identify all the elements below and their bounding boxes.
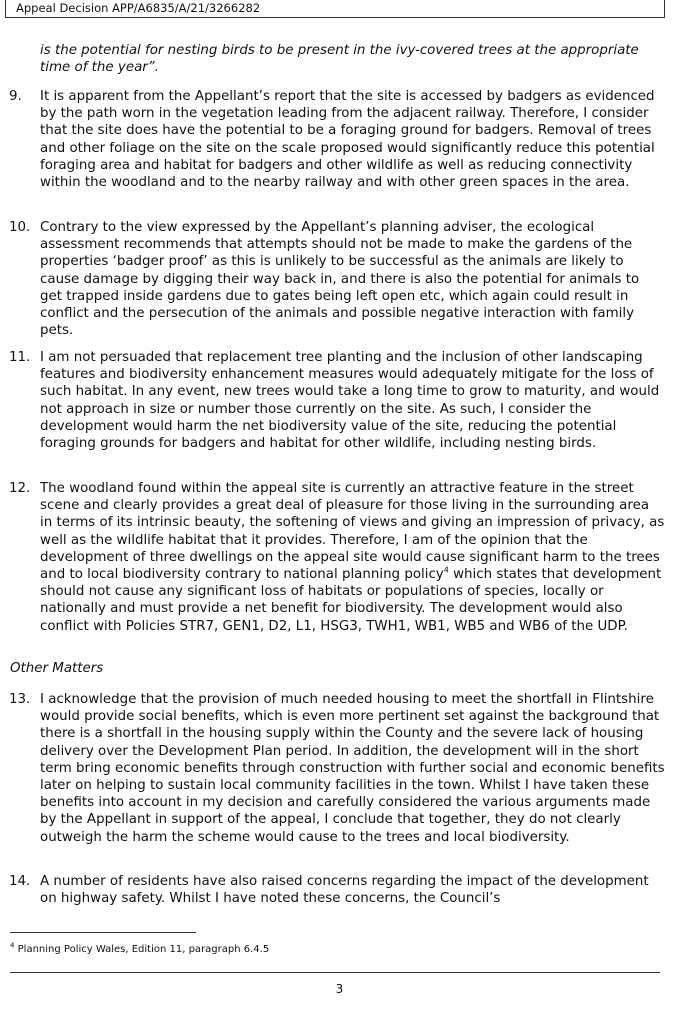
paragraph-11: I am not persuaded that replacement tree planting and the inclusion of other landscaping features and biodiversity enhancement measures would adequately mitigate for the loss of such habitat. In any event, new trees would take a long time to grow to maturity, and would not approach in size or number those currently on the site. As such, I consider the development would harm the net biodiversity value of the site, reducing the potential foraging grounds for badgers and habitat for other wildlife, including nesting birds. (40, 350, 660, 452)
document-header (5, 0, 665, 18)
footnote-text: Planning Policy Wales, Edition 11, paragraph 6.4.5 (17, 944, 270, 955)
paragraph-12 (40, 480, 665, 635)
page-number: 3 (335, 982, 344, 996)
paragraph-12-text-b: which states that development should not cause any significant loss of habitats or populations of species, locally or nationally and must provide a net benefit for biodiversity. The development would also conflict with Policies STR7, GEN1, D2, L1, HSG3, TWH1, WB1, WB5 and WB6 of the UDP. (40, 567, 662, 634)
footer-divider (10, 972, 660, 973)
footnote-divider (10, 932, 196, 933)
paragraph-10: Contrary to the view expressed by the Appellant’s planning adviser, the ecological assessment recommends that attempts should not be made to make the gardens of the properties ‘badger proof’ as this is unlikely to be successful as the animals are likely to cause damage by digging their way back in, and there is also the potential for animals to get trapped inside gardens due to gates being left open etc, which again could result in conflict and the persecution of the animals and possible negative interaction with family pets. (40, 220, 640, 339)
paragraph-number: 13. (9, 692, 31, 707)
section-heading: Other Matters (10, 661, 104, 676)
paragraph-12-text-a: The woodland found within the appeal site is currently an attractive feature in the street scene and clearly provides a great deal of pleasure for those living in the surrounding area in terms of its intrinsic beauty, the softening of views and giving an impression of privacy, as well as the wildlife habitat that it provides. Therefore, I am of the opinion that the development of three dwellings on the appeal site would cause significant harm to the trees and to local biodiversity contrary to national planning policy (40, 481, 665, 583)
paragraph-14: A number of residents have also raised concerns regarding the impact of the development on highway safety. Whilst I have noted these concerns, the Council’s (40, 874, 649, 907)
intro-quote: is the potential for nesting birds to be present in the ivy-covered trees at the appropriate time of the year”. (40, 43, 639, 76)
footnote-marker: 4 (10, 941, 15, 950)
footnote (10, 943, 269, 956)
paragraph-9: It is apparent from the Appellant’s report that the site is accessed by badgers as evidenced by the path worn in the vegetation leading from the adjacent railway. Therefore, I consider that the site does have the potential to be a foraging ground for badgers. Removal of trees and other foliage on the site on the scale proposed would significantly reduce this potential foraging area and habitat for badgers and other wildlife as well as reducing connectivity within the woodland and to the nearby railway and with other green spaces in the area. (40, 89, 655, 191)
paragraph-number: 14. (9, 874, 31, 889)
paragraph-13: I acknowledge that the provision of much needed housing to meet the shortfall in Flintshire would provide social benefits, which is even more pertinent set against the background that there is a shortfall in the housing supply within the County and the severe lack of housing delivery over the Development Plan period. In addition, the development will in the short term bring economic benefits through construction with further social and economic benefits later on helping to sustain local community facilities in the town. Whilst I have taken these benefits into account in my decision and carefully considered the various arguments made by the Appellant in support of the appeal, I conclude that together, they do not clearly outweigh the harm the scheme would cause to the trees and local biodiversity. (40, 692, 665, 845)
paragraph-number: 12. (9, 481, 31, 496)
paragraph-number: 9. (9, 89, 22, 104)
paragraph-number: 11. (9, 350, 31, 365)
footnote-reference: 4 (443, 565, 449, 575)
paragraph-number: 10. (9, 220, 31, 235)
header-title: Appeal Decision APP/A6835/A/21/3266282 (16, 1, 261, 15)
